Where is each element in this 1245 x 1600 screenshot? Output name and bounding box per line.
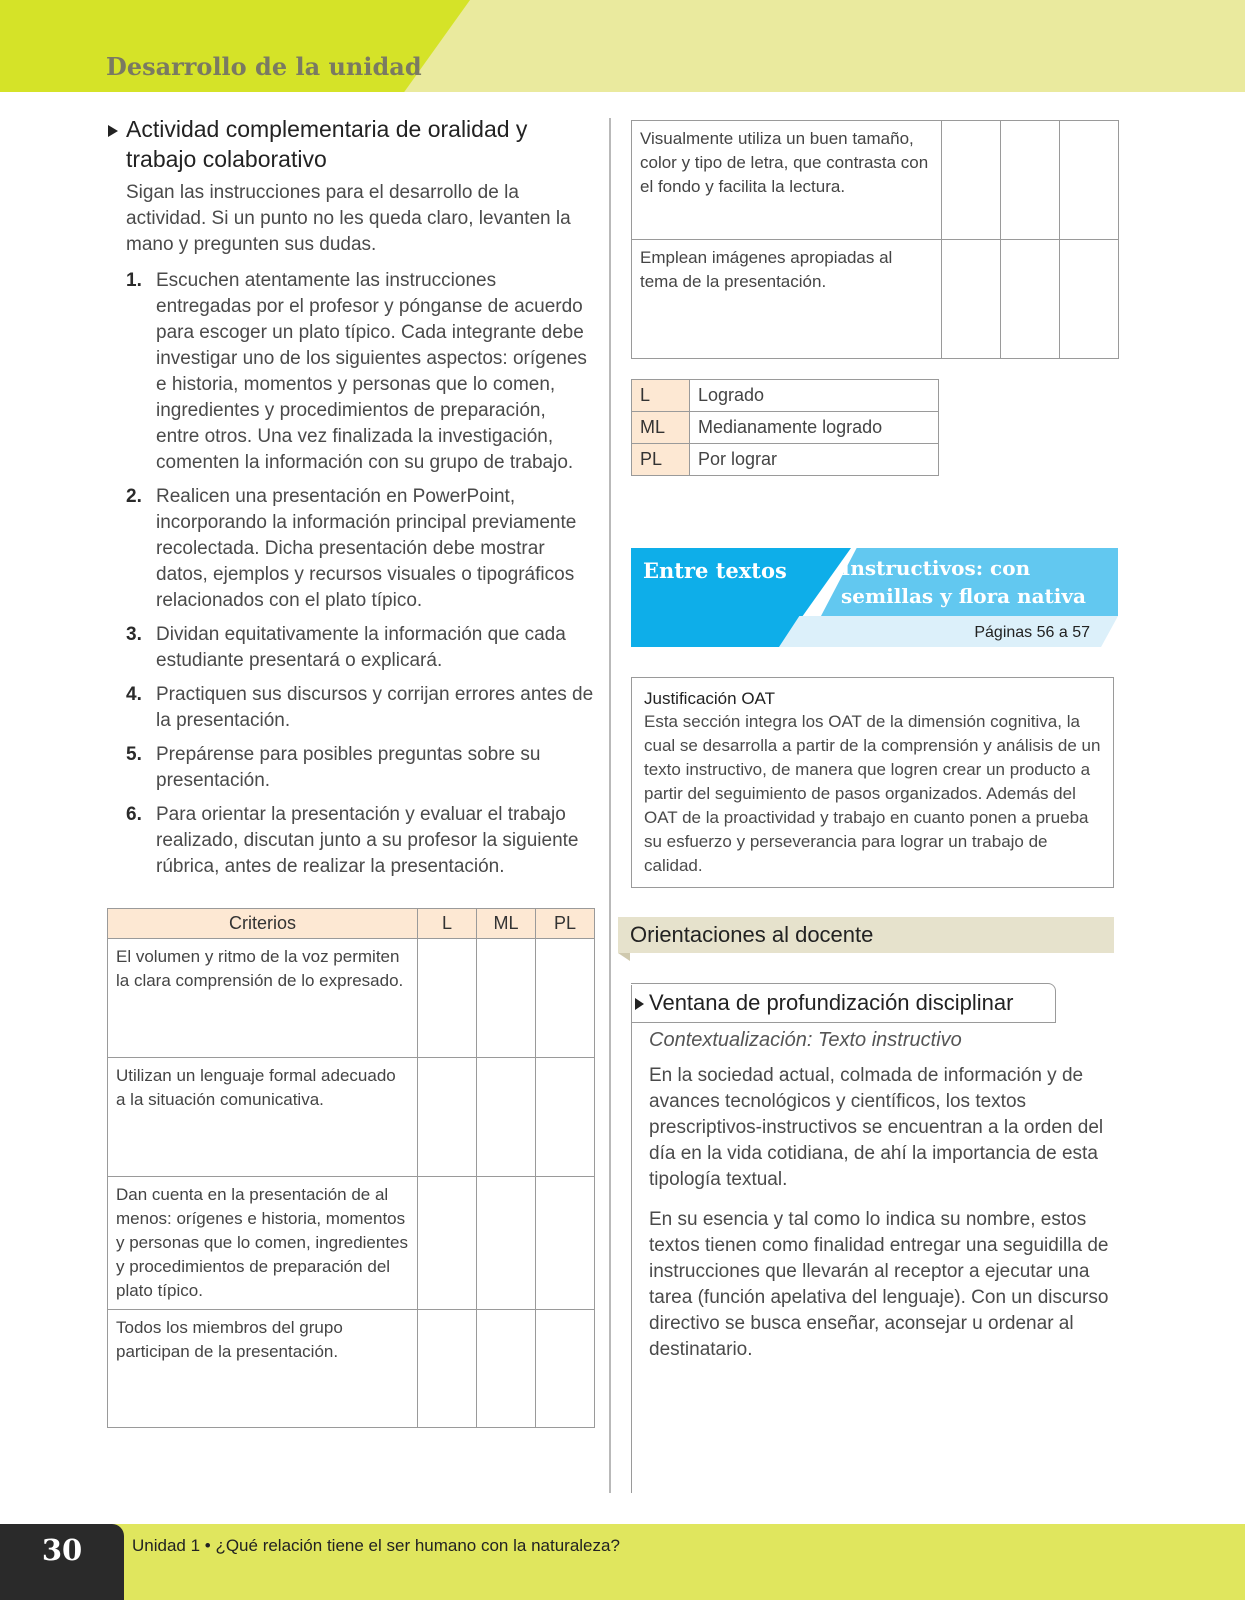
rubric-legend (631, 379, 939, 476)
legend-label: Por lograr (690, 444, 939, 476)
rubric-table (107, 908, 595, 1428)
entre-textos-pages: Páginas 56 a 57 (974, 624, 1090, 641)
list-item: 2. Realicen una presentación en PowerPoint, incorporando la información principal previamente recolectada. Dicha presentación debe mostrar datos, ejemplos y recursos visuales o tipográficos relacionados con el plato típico. (126, 486, 577, 611)
criterion-cell: Todos los miembros del grupo participan de la presentación. (108, 1310, 418, 1428)
activity-heading-text: Actividad complementaria de oralidad y trabajo colaborativo (126, 116, 528, 172)
activity-intro: Sigan las instrucciones para el desarrollo de la actividad. Si un punto no les queda claro, levanten la mano y pregunten sus dudas. (126, 182, 571, 255)
activity-heading (106, 114, 594, 174)
oat-title: Justificación OAT (644, 689, 776, 708)
table-row (108, 1058, 595, 1177)
legend-label: Medianamente logrado (690, 412, 939, 444)
score-cell (1001, 121, 1060, 240)
table-header-row (108, 909, 595, 939)
rubric-table-continued (631, 120, 1119, 359)
activity-section (106, 114, 594, 888)
score-cell (536, 939, 595, 1058)
criterios-header: Criterios (108, 909, 418, 939)
entre-textos-title: Instructivos: con semillas y flora nativa (841, 556, 1086, 608)
score-cell (942, 121, 1001, 240)
table-row (108, 939, 595, 1058)
score-cell (477, 939, 536, 1058)
score-cell (418, 1310, 477, 1428)
score-cell (1060, 121, 1119, 240)
orientaciones-paragraph: En su esencia y tal como lo indica su nombre, estos textos tienen como finalidad entregar una seguidilla de instrucciones que llevarán al receptor a ejecutar una tarea (función apelativa del lenguaje). Con un discurso directivo se busca enseñar, aconsejar u ordenar al destinatario. (649, 1209, 1109, 1360)
table-row (632, 412, 939, 444)
criterion-cell: El volumen y ritmo de la voz permiten la clara comprensión de lo expresado. (108, 939, 418, 1058)
legend-code: L (632, 380, 690, 412)
l-header: L (418, 909, 477, 939)
orientaciones-header (618, 917, 1114, 953)
criterion-cell: Emplean imágenes apropiadas al tema de la presentación. (632, 240, 942, 359)
triangle-bullet-icon (635, 998, 644, 1010)
criterion-cell: Utilizan un lenguaje formal adecuado a la situación comunicativa. (108, 1058, 418, 1177)
legend-code: ML (632, 412, 690, 444)
pl-header: PL (536, 909, 595, 939)
orientaciones-tail (618, 953, 630, 961)
score-cell (477, 1058, 536, 1177)
table-row (108, 1177, 595, 1310)
criterion-cell: Visualmente utiliza un buen tamaño, color y tipo de letra, que contrasta con el fondo y facilita la lectura. (632, 121, 942, 240)
list-item: 4. Practiquen sus discursos y corrijan errores antes de la presentación. (126, 684, 594, 731)
entre-textos-label: Entre textos (643, 558, 787, 583)
score-cell (418, 1177, 477, 1310)
score-cell (536, 1310, 595, 1428)
orientaciones-title: Orientaciones al docente (630, 922, 874, 947)
legend-code: PL (632, 444, 690, 476)
score-cell (418, 1058, 477, 1177)
table-row (632, 380, 939, 412)
legend-label: Logrado (690, 380, 939, 412)
score-cell (942, 240, 1001, 359)
triangle-bullet-icon (108, 125, 118, 137)
ventana-heading: Ventana de profundización disciplinar (649, 990, 1014, 1015)
table-row (632, 444, 939, 476)
footer-unit-text: Unidad 1 • ¿Qué relación tiene el ser humano con la naturaleza? (132, 1536, 620, 1555)
criterion-cell: Dan cuenta en la presentación de al menos: orígenes e historia, momentos y personas que lo comen, ingredientes y procedimientos de preparación del plato típico. (108, 1177, 418, 1310)
ml-header: ML (477, 909, 536, 939)
score-cell (477, 1177, 536, 1310)
list-item: 3. Dividan equitativamente la información que cada estudiante presentará o explicará. (126, 624, 566, 671)
page-number: 30 (41, 1533, 83, 1567)
list-item: 5. Prepárense para posibles preguntas sobre su presentación. (126, 744, 541, 791)
steps-list (106, 268, 594, 880)
oat-box (631, 677, 1114, 888)
score-cell (418, 939, 477, 1058)
list-item: 6. Para orientar la presentación y evaluar el trabajo realizado, discutan junto a su profesor la siguiente rúbrica, antes de realizar la presentación. (126, 804, 579, 877)
ventana-heading-box (631, 983, 1056, 1023)
table-row (108, 1310, 595, 1428)
table-row (632, 121, 1119, 240)
orientaciones-rule (631, 985, 632, 1493)
list-item: 1. Escuchen atentamente las instrucciones entregadas por el profesor y pónganse de acuerdo para escoger un plato típico. Cada integrante debe investigar uno de los siguientes aspectos: orígenes e historia, momentos y personas que lo comen, ingredientes y procedimientos de preparación, entre otros. Una vez finalizada la investigación, comenten la información con su grupo de trabajo. (126, 270, 587, 473)
score-cell (536, 1177, 595, 1310)
context-subtitle: Contextualización: Texto instructivo (649, 1029, 962, 1051)
orientaciones-paragraph: En la sociedad actual, colmada de información y de avances tecnológicos y científicos, los textos prescriptivos-instructivos se encuentran a la orden del día en la vida cotidiana, de ahí la importancia de esta tipología textual. (649, 1065, 1104, 1190)
score-cell (1060, 240, 1119, 359)
table-row (632, 240, 1119, 359)
score-cell (1001, 240, 1060, 359)
entre-textos-banner (631, 548, 1118, 647)
section-title: Desarrollo de la unidad (106, 52, 422, 81)
column-divider (609, 118, 611, 1493)
score-cell (536, 1058, 595, 1177)
score-cell (477, 1310, 536, 1428)
oat-body: Esta sección integra los OAT de la dimensión cognitiva, la cual se desarrolla a partir de la comprensión y análisis de un texto instructivo, de manera que logren crear un producto a partir del seguimiento de pasos organizados. Además del OAT de la proactividad y trabajo en cuanto ponen a prueba su esfuerzo y perseverancia para lograr un trabajo de calidad. (644, 712, 1101, 875)
